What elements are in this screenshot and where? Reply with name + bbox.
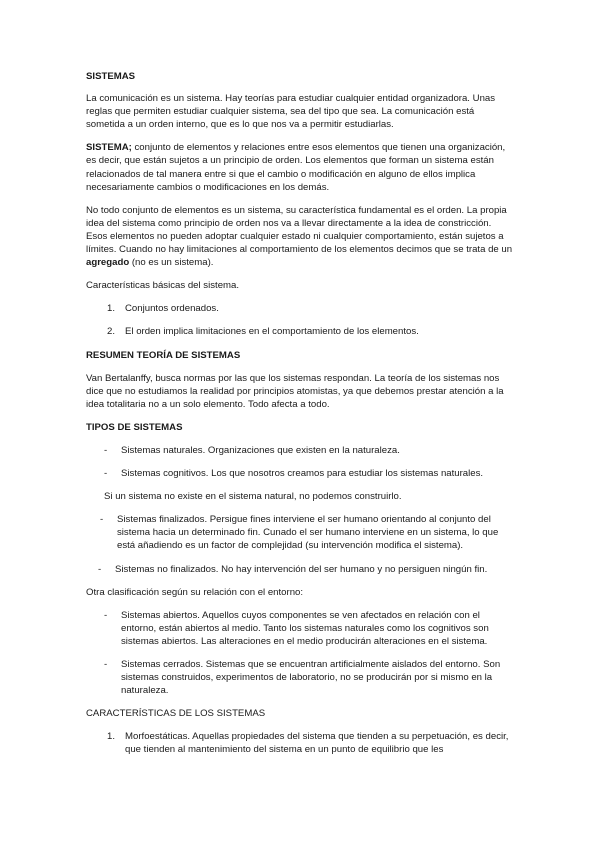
heading-tipos: TIPOS DE SISTEMAS	[86, 421, 183, 433]
list-number: 2.	[107, 326, 116, 338]
heading-sistemas: SISTEMAS	[86, 71, 136, 82]
list-dash: -	[104, 609, 108, 621]
paragraph-environment: Otra clasificación según su relación con el entorno:	[86, 586, 304, 598]
definition-text: conjunto de elementos y relaciones entre esos elementos que tienen una organización, es decir, que están sujetos a un principio de orden. Los elementos que forman un sistema están relacionados de tal manera entre si que el cambio o modificación en alguno de ellos implica necesariamente cambios o modificaciones en los demás.	[86, 142, 506, 193]
heading-resumen: RESUMEN TEORÍA DE SISTEMAS	[86, 349, 241, 361]
heading-caracteristicas: CARACTERÍSTICAS DE LOS SISTEMAS	[86, 708, 266, 720]
list-text: Sistemas cerrados. Sistemas que se encuentran artificialmente aislados del entorno. Son sistemas construidos, experimentos de laboratorio, no se producirán por si mismo en la naturaleza.	[121, 659, 501, 697]
list-text: Sistemas naturales. Organizaciones que existen en la naturaleza.	[121, 444, 400, 456]
list-item	[104, 467, 513, 480]
list-text: Morfoestáticas. Aquellas propiedades del sistema que tienden a su perpetuación, es decir, que tienden al mantenimiento del sistema en un punto de equilibrio que les	[125, 731, 509, 756]
list-text: Sistemas abiertos. Aquellos cuyos componentes se ven afectados en relación con el entorno, están abiertos al medio. Tanto los sistemas naturales como los cognitivos son sistemas abiertos. Las alteraciones en el medio producirán alteraciones en el sistema.	[121, 609, 489, 647]
order-text-end: (no es un sistema).	[129, 257, 214, 269]
list-dash: -	[104, 468, 108, 480]
list-item	[98, 563, 513, 576]
order-text-start: No todo conjunto de elementos es un sistema, su característica fundamental es el orden. La propia idea del sistema como principio de orden nos va a llevar directamente a la idea de constricción. Esos elementos no pueden adoptar cualquier estado ni cualquier comportamiento, están sujetos a límites. Cuando no hay limitaciones al comportamiento de los elementos decimos que se trata de un	[86, 204, 513, 256]
list-item	[107, 325, 513, 338]
list-item	[100, 513, 513, 552]
paragraph-bertalanffy: Van Bertalanffy, busca normas por las que los sistemas respondan. La teoría de los sistemas nos dice que no estudiamos la realidad por principios atomistas, ya que debemos prestar atención a la idea totalitaria no a un solo elemento. Todo afecta a todo.	[86, 372, 504, 410]
types-note: Si un sistema no existe en el sistema natural, no podemos construirlo.	[104, 491, 402, 503]
list-dash: -	[98, 563, 102, 575]
paragraph-definition	[86, 141, 513, 193]
list-item	[107, 730, 513, 756]
list-item	[107, 302, 513, 315]
list-number: 1.	[107, 731, 116, 743]
list-text: Conjuntos ordenados.	[125, 303, 219, 315]
list-text: Sistemas finalizados. Persigue fines interviene el ser humano orientando al conjunto del sistema hacia un determinado fin. Cunado el ser humano interviene en un sistema, lo que está añadiendo es un factor de complejidad (su intervención modifica el sistema).	[117, 514, 499, 552]
list-text: Sistemas cognitivos. Los que nosotros creamos para estudiar los sistemas naturales.	[121, 468, 484, 480]
list-text: Sistemas no finalizados. No hay intervención del ser humano y no persiguen ningún fin.	[115, 563, 488, 575]
list-dash: -	[104, 659, 108, 670]
list-dash: -	[100, 514, 104, 526]
list-item	[104, 658, 513, 697]
definition-term: SISTEMA;	[86, 142, 132, 154]
list-number: 1.	[107, 303, 116, 315]
agregado-term: agregado	[86, 257, 130, 269]
list-text: El orden implica limitaciones en el comportamiento de los elementos.	[125, 326, 419, 338]
list-item	[104, 609, 513, 648]
list-item	[104, 444, 513, 457]
paragraph-basic-characteristics: Características básicas del sistema.	[86, 280, 240, 292]
list-dash: -	[104, 444, 108, 456]
paragraph-intro: La comunicación es un sistema. Hay teorías para estudiar cualquier entidad organizadora. Unas reglas que permiten estudiar cualquier sistema, sea del tipo que sea. La comunicación está sometida a un orden interno, que es lo que nos va a permitir estudiarlas.	[86, 93, 496, 131]
paragraph-order	[86, 204, 513, 269]
